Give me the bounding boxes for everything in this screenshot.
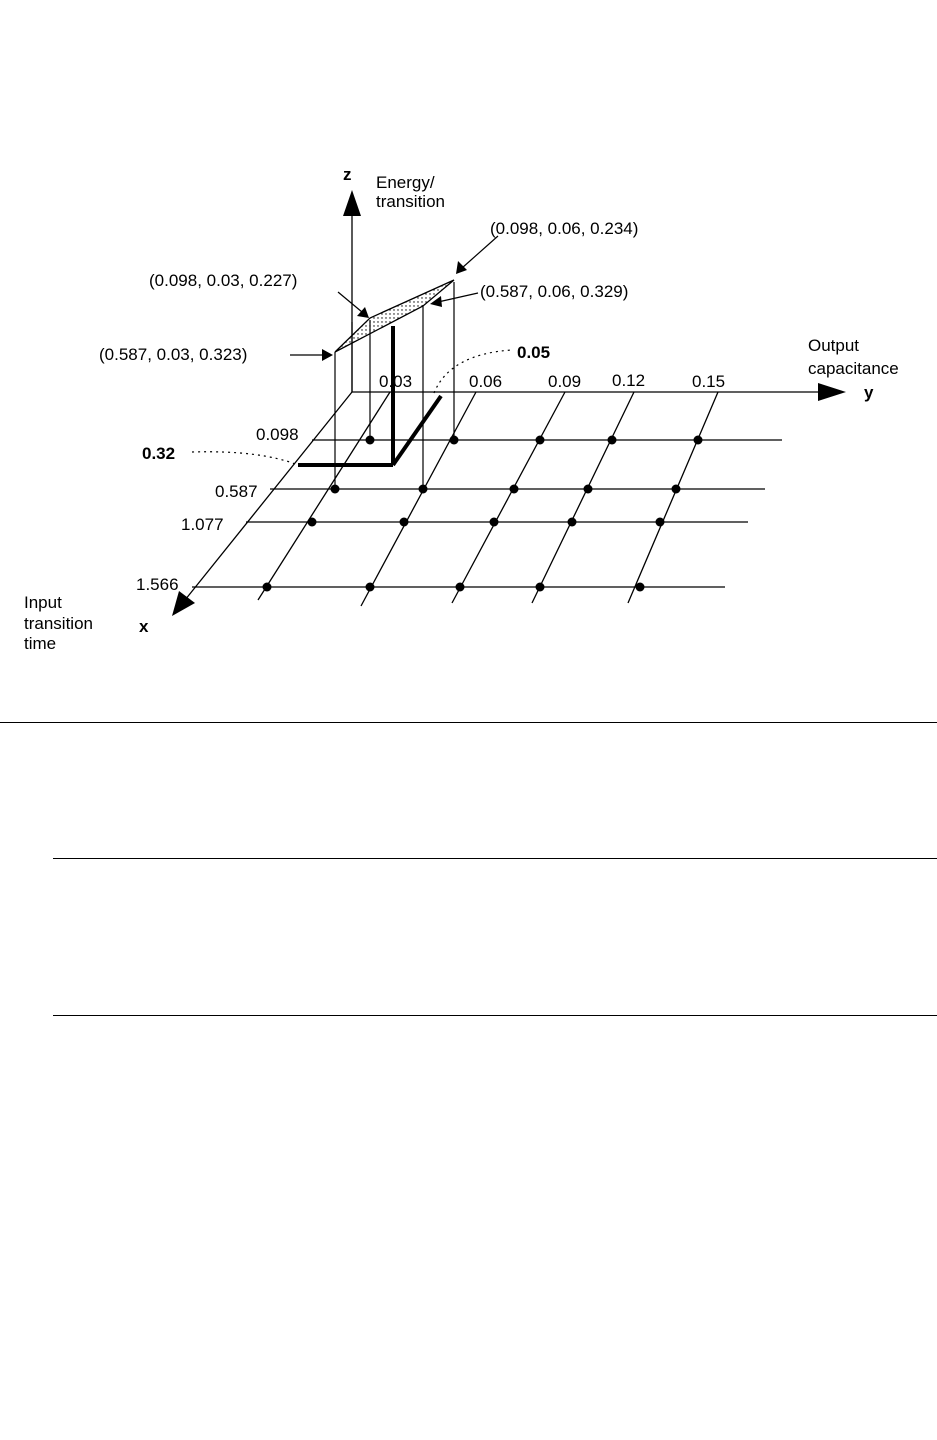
z-axis-letter: z <box>343 165 352 184</box>
grid-point <box>656 518 665 527</box>
grid-points <box>263 436 703 592</box>
x-axis-line <box>185 392 352 600</box>
y-axis-label-line-1: Output <box>808 336 860 355</box>
z-axis-label-line-2: transition <box>376 192 445 211</box>
table-bottom-rule <box>53 1015 937 1016</box>
corner-label-bottom-right: (0.587, 0.06, 0.329) <box>480 282 629 301</box>
y-tick-label: 0.03 <box>379 372 413 391</box>
x-axis-label-line-2: transition <box>24 614 93 633</box>
y-tick-label: 0.12 <box>612 371 646 390</box>
section-divider <box>0 722 937 723</box>
grid-point <box>456 583 465 592</box>
grid-point <box>694 436 703 445</box>
z-axis-label-line-1: Energy/ <box>376 173 435 192</box>
query-x-label: 0.32 <box>142 444 176 463</box>
x-axis-arrow-icon <box>172 591 195 616</box>
z-axis-arrow-icon <box>343 190 361 216</box>
grid-point <box>608 436 617 445</box>
arrow-icon <box>456 261 467 274</box>
grid-col-009 <box>452 392 565 603</box>
y-tick-label: 0.15 <box>692 372 726 391</box>
grid-point <box>400 518 409 527</box>
x-tick-label: 0.587 <box>215 482 258 501</box>
query-x-leader <box>192 452 298 465</box>
grid-col-012 <box>532 392 634 603</box>
y-axis-label-line-2: capacitance <box>808 359 899 378</box>
y-axis-letter: y <box>864 383 874 402</box>
grid-point <box>568 518 577 527</box>
y-axis-arrow-icon <box>818 383 846 401</box>
x-axis-label-line-3: time <box>24 634 57 653</box>
x-tick-label: 1.566 <box>136 575 179 594</box>
x-axis-label-line-1: Input <box>24 593 62 612</box>
axis-arrowheads <box>172 190 846 616</box>
grid-point <box>536 436 545 445</box>
grid-point <box>672 485 681 494</box>
energy-lookup-table-diagram <box>0 0 937 700</box>
grid-point <box>636 583 645 592</box>
grid-point <box>490 518 499 527</box>
x-axis-letter: x <box>139 617 149 636</box>
grid-col-015 <box>628 392 718 603</box>
grid-point <box>366 583 375 592</box>
x-tick-label: 1.077 <box>181 515 224 534</box>
grid-point <box>584 485 593 494</box>
grid-point <box>263 583 272 592</box>
grid-point <box>536 583 545 592</box>
grid-point <box>510 485 519 494</box>
corner-label-top-right: (0.098, 0.06, 0.234) <box>490 219 639 238</box>
table-top-rule <box>53 858 937 859</box>
y-tick-label: 0.06 <box>469 372 503 391</box>
x-tick-label: 0.098 <box>256 425 299 444</box>
y-tick-label: 0.09 <box>548 372 582 391</box>
grid-point <box>308 518 317 527</box>
query-y-label: 0.05 <box>517 343 551 362</box>
corner-label-bottom-left: (0.587, 0.03, 0.323) <box>99 345 248 364</box>
arrow-icon <box>322 349 333 361</box>
grid-col-006 <box>361 392 476 606</box>
corner-label-top-left: (0.098, 0.03, 0.227) <box>149 271 298 290</box>
